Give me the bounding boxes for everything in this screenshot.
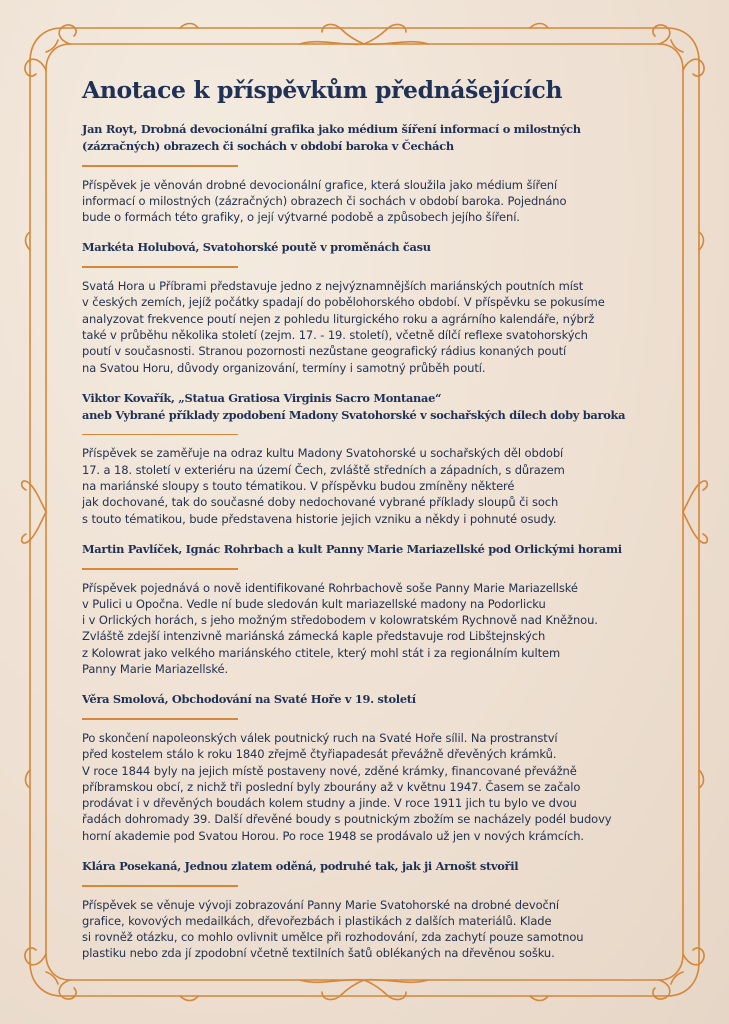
section-body-line: Příspěvek se věnuje vývoji zobrazování Panny Marie Svatohorské na drobné devoční <box>82 897 560 912</box>
section-body <box>82 278 650 376</box>
section-body <box>82 445 650 526</box>
section-divider <box>82 434 238 436</box>
section-body-line: horní akademie pod Svatou Horou. Po roce 1948 se prodávalo už jen v nových krámcích. <box>82 828 584 843</box>
section-body-line: z Kolowrat jako velkého mariánského ctitele, který mohl stát i za regionálním kultem <box>82 645 561 660</box>
section-body-line: v Pulici u Opočna. Vedle ní bude sledován kult mariazellské madony na Podorlicku <box>82 596 546 611</box>
annotation-section <box>82 239 650 375</box>
section-body-line: analyzovat frekvence poutí nejen z pohledu liturgického roku a agrárního kalendáře, nýbrž <box>82 311 595 326</box>
section-body-line: v českých zemích, jejíž počátky spadají do pobělohorského období. V příspěvku se pokusíme <box>82 295 605 310</box>
annotation-section <box>82 390 650 527</box>
section-body-line: také v průběhu několika století (zejm. 17. - 19. století), včetně dílčí reflexe svatohorských <box>82 327 588 342</box>
section-body-line: prodávat i v dřevěných boudách kolem studny a jinde. V roce 1911 jich tu bylo ve dvou <box>82 796 577 811</box>
section-body-line: před kostelem stálo k roku 1840 zřejmě čtyřiapadesát převážně dřevěných krámků. <box>82 747 557 762</box>
section-title <box>82 691 650 708</box>
section-title-line: Martin Pavlíček, Ignác Rohrbach a kult Panny Marie Mariazellské pod Orlickými horami <box>82 541 622 556</box>
section-body-line: V roce 1844 byly na jejich místě postaveny nové, zděné krámky, financované převážně <box>82 763 577 778</box>
section-title <box>82 541 650 558</box>
section-body-line: řadách dohromady 39. Další dřevěné boudy s poutnickým zbožím se nacházely podél budovy <box>82 812 612 827</box>
section-title-line: Klára Posekaná, Jednou zlatem oděná, podruhé tak, jak ji Arnošt stvořil <box>82 858 519 873</box>
section-title <box>82 390 650 424</box>
section-title-line: (zázračných) obrazech či sochách v období baroka v Čechách <box>82 139 454 153</box>
section-title-line: Markéta Holubová, Svatohorské poutě v proměnách času <box>82 240 431 255</box>
annotation-section <box>82 121 650 225</box>
sections-list <box>82 121 650 962</box>
annotation-section <box>82 541 650 677</box>
section-divider <box>82 266 238 268</box>
section-title <box>82 121 650 155</box>
section-body-line: bude o formách této grafiky, o její výtvarné podobě a způsobech jejího šíření. <box>82 210 520 225</box>
document-content <box>82 76 650 976</box>
section-body <box>82 580 650 678</box>
section-body-line: Příspěvek se zaměřuje na odraz kultu Madony Svatohorské u sochařských děl období <box>82 446 564 461</box>
section-body-line: grafice, kovových medailkách, dřevořezbách i plastikách z dalších materiálů. Klade <box>82 913 552 928</box>
section-body-line: Příspěvek je věnován drobné devocionální grafice, která sloužila jako médium šíření <box>82 177 558 192</box>
section-title-line: aneb Vybrané příklady zpodobení Madony Svatohorské v sochařských dílech doby baroka <box>82 407 626 422</box>
section-body-line: si rovněž otázku, co mohlo ovlivnit umělce při rozhodování, zda zachytí pouze samotnou <box>82 930 584 945</box>
section-body-line: na mariánské sloupy s touto tématikou. V příspěvku budou zmíněny některé <box>82 479 515 494</box>
section-body-line: jak dochované, tak do současné doby nedochované vybrané příklady sloupů či soch <box>82 495 559 510</box>
section-divider <box>82 718 238 720</box>
section-body-line: s touto tématikou, bude představena historie jejich vzniku a někdy i pohnuté osudy. <box>82 511 557 526</box>
section-title-line: Věra Smolová, Obchodování na Svaté Hoře v 19. století <box>82 692 416 707</box>
section-title-line: Viktor Kovařík, „Statua Gratiosa Virginis Sacro Montanae“ <box>82 390 442 405</box>
section-body-line: informací o milostných (zázračných) obrazech či sochách v období baroka. Pojednáno <box>82 193 567 208</box>
section-body-line: plastiku nebo zda jí zpodobní včetně textilních šatů oblékaných na dřevěnou sošku. <box>82 946 555 961</box>
annotation-section <box>82 691 650 844</box>
section-body-line: i v Orlických horách, s jeho možným středobodem v kolowratském Rychnově nad Kněžnou. <box>82 613 598 628</box>
section-body-line: 17. a 18. století v exteriéru na území Čech, zvláště středních a západních, s důrazem <box>82 462 565 477</box>
section-body-line: poutí v současnosti. Stranou pozornosti nezůstane geografický rádius konaných poutí <box>82 344 567 359</box>
annotation-section <box>82 858 650 962</box>
section-title <box>82 239 650 256</box>
section-divider <box>82 568 238 570</box>
section-body <box>82 177 650 226</box>
section-body <box>82 897 650 962</box>
section-body-line: příbramskou obcí, z nichž tři poslední byly zbourány až v květnu 1947. Časem se začalo <box>82 779 581 794</box>
section-body-line: Po skončení napoleonských válek poutnický ruch na Svaté Hoře sílil. Na prostranství <box>82 730 558 745</box>
section-body <box>82 730 650 844</box>
section-body-line: Zvláště zdejší intenzivně mariánská zámecká kaple představuje rod Libštejnských <box>82 629 546 644</box>
section-body-line: Svatá Hora u Příbrami představuje jedno z nejvýznamnějších mariánských poutních míst <box>82 279 584 294</box>
page-title: Anotace k příspěvkům přednášejících <box>82 76 563 104</box>
section-divider <box>82 885 238 887</box>
section-title-line: Jan Royt, Drobná devocionální grafika jako médium šíření informací o milostných <box>82 122 581 136</box>
section-body-line: Panny Marie Mariazellské. <box>82 662 229 677</box>
section-body-line: Příspěvek pojednává o nově identifikované Rohrbachově soše Panny Marie Mariazellské <box>82 580 578 595</box>
section-body-line: na Svatou Horu, důvody organizování, termíny i samotný průběh poutí. <box>82 360 486 375</box>
section-title <box>82 858 650 875</box>
section-divider <box>82 165 238 167</box>
